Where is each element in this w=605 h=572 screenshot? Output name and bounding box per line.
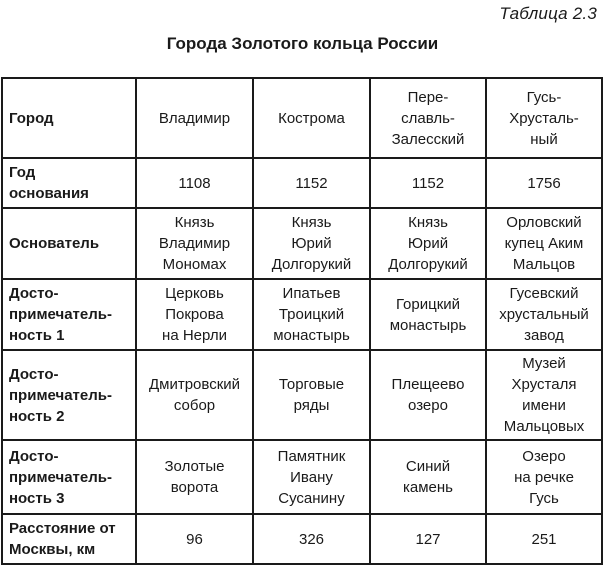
golden-ring-table (1, 77, 603, 565)
table-cell: Плещеево озеро (370, 350, 486, 440)
row-header-landmark-1: Досто- примечатель- ность 1 (2, 279, 136, 350)
table-row-landmark-2 (2, 350, 602, 440)
table-cell: Орловский купец Аким Мальцов (486, 208, 602, 279)
table-cell: Князь Юрий Долгорукий (253, 208, 370, 279)
table-cell: Памятник Ивану Сусанину (253, 440, 370, 514)
table-cell: Дмитровский собор (136, 350, 253, 440)
table-cell: Пере- славль- Залесский (370, 78, 486, 158)
table-cell: Музей Хрусталя имени Мальцовых (486, 350, 602, 440)
table-cell: Владимир (136, 78, 253, 158)
table-cell: Синий камень (370, 440, 486, 514)
table-cell: Горицкий монастырь (370, 279, 486, 350)
table-row-founding-year (2, 158, 602, 208)
table-cell: Кострома (253, 78, 370, 158)
row-header-landmark-2: Досто- примечатель- ность 2 (2, 350, 136, 440)
table-cell: 1108 (136, 158, 253, 208)
table-row-distance (2, 514, 602, 564)
table-cell: Князь Юрий Долгорукий (370, 208, 486, 279)
table-cell: Гусь- Хрусталь- ный (486, 78, 602, 158)
table-cell: Церковь Покрова на Нерли (136, 279, 253, 350)
table-cell: 96 (136, 514, 253, 564)
table-cell: Гусевский хрустальный завод (486, 279, 602, 350)
row-header-city: Город (2, 78, 136, 158)
table-cell: Золотые ворота (136, 440, 253, 514)
table-cell: Князь Владимир Мономах (136, 208, 253, 279)
table-number-label: Таблица 2.3 (499, 4, 597, 23)
table-cell: 1152 (253, 158, 370, 208)
row-header-landmark-3: Досто- примечатель- ность 3 (2, 440, 136, 514)
table-row-landmark-1 (2, 279, 602, 350)
table-row-city (2, 78, 602, 158)
row-header-distance: Расстояние от Москвы, км (2, 514, 136, 564)
row-header-founding-year: Год основания (2, 158, 136, 208)
table-cell: Ипатьев Троицкий монастырь (253, 279, 370, 350)
table-cell: 326 (253, 514, 370, 564)
table-cell: 251 (486, 514, 602, 564)
row-header-founder: Основатель (2, 208, 136, 279)
table-row-founder (2, 208, 602, 279)
table-row-landmark-3 (2, 440, 602, 514)
table-cell: Торговые ряды (253, 350, 370, 440)
table-cell: 1756 (486, 158, 602, 208)
table-cell: Озеро на речке Гусь (486, 440, 602, 514)
table-cell: 1152 (370, 158, 486, 208)
table-cell: 127 (370, 514, 486, 564)
page-title: Города Золотого кольца России (166, 34, 439, 53)
